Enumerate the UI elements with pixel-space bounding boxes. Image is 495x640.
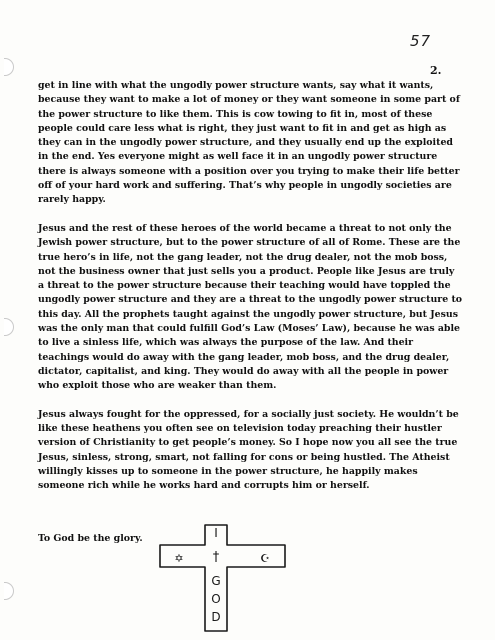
page-number: 2. <box>430 64 442 77</box>
paragraph: Jesus and the rest of these heroes of the world became a threat to not only the Jewish power structure, but to the power structure of all of Rome. These are the true hero’s in life, not the gang leader, not the drug dealer, not the mob boss, not the business owner that just sells you a product. People like Jesus are truly a threat to the power structure because their teaching would have toppled the ungodly power structure and they are a threat to the ungodly power structure to this day. All the prophets taught against the ungodly power structure, but Jesus was the only man that could fulfill God’s Law (Moses’ Law), because he was able to live a sinless life, which was always the purpose of the law. And their teachings would do away with the gang leader, mob boss, and the drug dealer, dictator, capitalist, and king. They would do away with all the people in power who exploit those who are weaker than them. <box>38 222 463 392</box>
cross-letter: I <box>214 526 218 540</box>
body-text <box>38 79 463 508</box>
cross-letter: D <box>211 610 221 624</box>
punch-hole <box>4 582 14 600</box>
star-of-david-icon: ✡ <box>174 552 184 565</box>
cross-letter: † <box>212 550 220 565</box>
handwritten-page-number: 57 <box>410 32 432 50</box>
paragraph: get in line with what the ungodly power structure wants, say what it wants, because they want to make a lot of money or they want someone in some part of the power structure to like them. This is cow towing to fit in, most of these people could care less what is right, they just want to fit in and get as high as they can in the ungodly power structure, and they usually end up the exploited in the end. Yes everyone might as well face it in an ungodly power structure there is always someone with a position over you trying to make their life better off of your hard work and suffering. That’s why people in ungodly societies are rarely happy. <box>38 80 460 206</box>
paragraph: Jesus always fought for the oppressed, for a socially just society. He wouldn’t be like these heathens you often see on television today preaching their hustler version of Christianity to get people’s money. So I hope now you all see the true Jesus, sinless, strong, smart, not falling for cons or being hustled. The Atheist willingly kisses up to someone in the power structure, he happily makes someone rich while he works hard and corrupts him or herself. <box>38 408 459 492</box>
cross-outline <box>160 525 285 631</box>
crescent-star-icon: ☪ <box>260 552 270 565</box>
cross-letter: G <box>211 574 221 588</box>
closing-line: To God be the glory. <box>38 533 143 544</box>
hand-drawn-cross <box>157 523 292 633</box>
punch-hole <box>4 318 14 336</box>
punch-hole <box>4 58 14 76</box>
cross-letter: O <box>211 592 221 606</box>
